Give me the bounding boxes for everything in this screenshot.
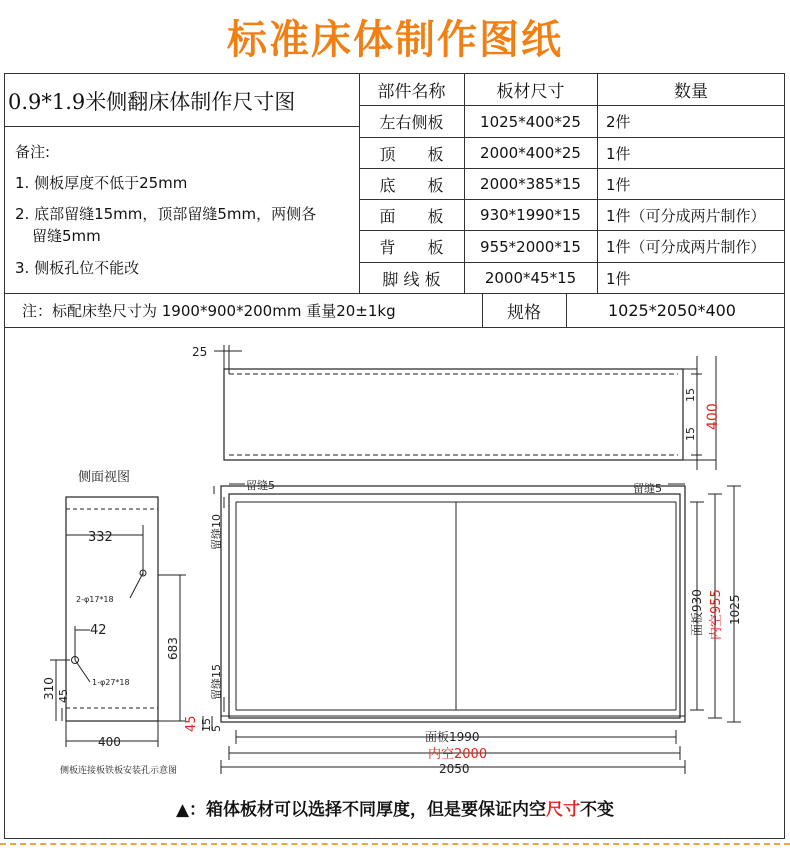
spec-label: 规格 <box>507 303 541 323</box>
mattress-note: 注：标配床垫尺寸为 1900*900*200mm 重量20±1kg <box>22 302 396 320</box>
dim-683: 683 <box>166 637 180 660</box>
quantity: 1件（可分成两片制作） <box>606 206 766 225</box>
part-name: 顶 板 <box>379 144 444 164</box>
dim-42: 42 <box>90 623 107 638</box>
dim-1025: 1025 <box>728 594 742 625</box>
hole-label-2: 1-φ27*18 <box>92 678 130 687</box>
board-size: 930*1990*15 <box>480 206 581 224</box>
inner-2000-label: 内空2000 <box>428 747 488 762</box>
spec-title: 0.9*1.9米侧翻床体制作尺寸图 <box>8 90 296 114</box>
note-item: 1. 侧板厚度不低于25mm <box>15 173 188 192</box>
side-view <box>50 497 186 747</box>
dim-45-red: 45 <box>184 715 199 732</box>
dim-25: 25 <box>192 345 208 359</box>
panel-930-label: 面板930 <box>690 589 704 636</box>
dim-5: 5 <box>210 725 223 732</box>
side-view-label: 侧面视图 <box>78 470 131 485</box>
quantity: 2件 <box>606 113 631 131</box>
part-name: 左右侧板 <box>379 113 444 132</box>
quantity: 1件 <box>606 269 631 288</box>
board-size: 2000*385*15 <box>480 175 581 193</box>
gap-right-label: 留缝5 <box>633 482 662 495</box>
note-item: 2. 底部留缝15mm，顶部留缝5mm，两侧各 <box>15 204 317 223</box>
triangle-icon: ▲： <box>175 800 207 820</box>
dim-45: 45 <box>57 689 70 703</box>
dim-15: 15 <box>200 718 213 732</box>
note-item: 3. 侧板孔位不能改 <box>15 258 140 277</box>
footer-text-b: 不变 <box>580 800 615 820</box>
board-size: 1025*400*25 <box>480 112 581 131</box>
dim-400: 400 <box>98 735 121 749</box>
footer-text-a: 箱体板材可以选择不同厚度，但是要保证内空 <box>206 800 547 820</box>
part-name: 面 板 <box>379 206 444 226</box>
top-view <box>214 345 716 470</box>
bottom-dashed-divider <box>0 843 790 845</box>
header-part-name: 部件名称 <box>377 82 446 102</box>
gap-bottom-label: 留缝15 <box>210 664 223 700</box>
gap-top-label: 留缝10 <box>210 514 223 550</box>
dim-310: 310 <box>42 677 56 700</box>
part-name: 底 板 <box>379 175 444 195</box>
note-item: 留缝5mm <box>32 226 101 245</box>
notes-heading: 备注: <box>15 142 51 161</box>
inner-955-label: 内空955 <box>709 589 724 640</box>
header-quantity: 数量 <box>674 82 708 102</box>
part-name: 脚 线 板 <box>382 269 441 289</box>
page-title: 标准床体制作图纸 <box>227 17 563 63</box>
board-size: 2000*400*25 <box>480 144 581 162</box>
panel-1990-label: 面板1990 <box>425 730 480 744</box>
part-name: 背 板 <box>379 238 444 257</box>
dim-400-red: 400 <box>705 403 721 430</box>
side-view-caption: 侧板连接板铁板安装孔示意图 <box>60 766 178 776</box>
hole-label-1: 2-φ17*18 <box>76 595 114 604</box>
board-size: 2000*45*15 <box>484 269 577 287</box>
quantity: 1件（可分成两片制作） <box>606 238 766 256</box>
quantity: 1件 <box>606 144 631 163</box>
footer-note <box>0 795 790 820</box>
spec-value: 1025*2050*400 <box>608 301 736 320</box>
header-board-size: 板材尺寸 <box>496 82 565 102</box>
gap-left-label: 留缝5 <box>246 479 275 492</box>
footer-text-red: 尺寸 <box>546 800 581 820</box>
board-size: 955*2000*15 <box>480 237 581 256</box>
quantity: 1件 <box>606 175 631 194</box>
dim-2050: 2050 <box>439 762 470 776</box>
dim-15-bottom: 15 <box>684 427 697 441</box>
dim-15-top: 15 <box>684 388 697 402</box>
dim-332: 332 <box>88 530 113 545</box>
